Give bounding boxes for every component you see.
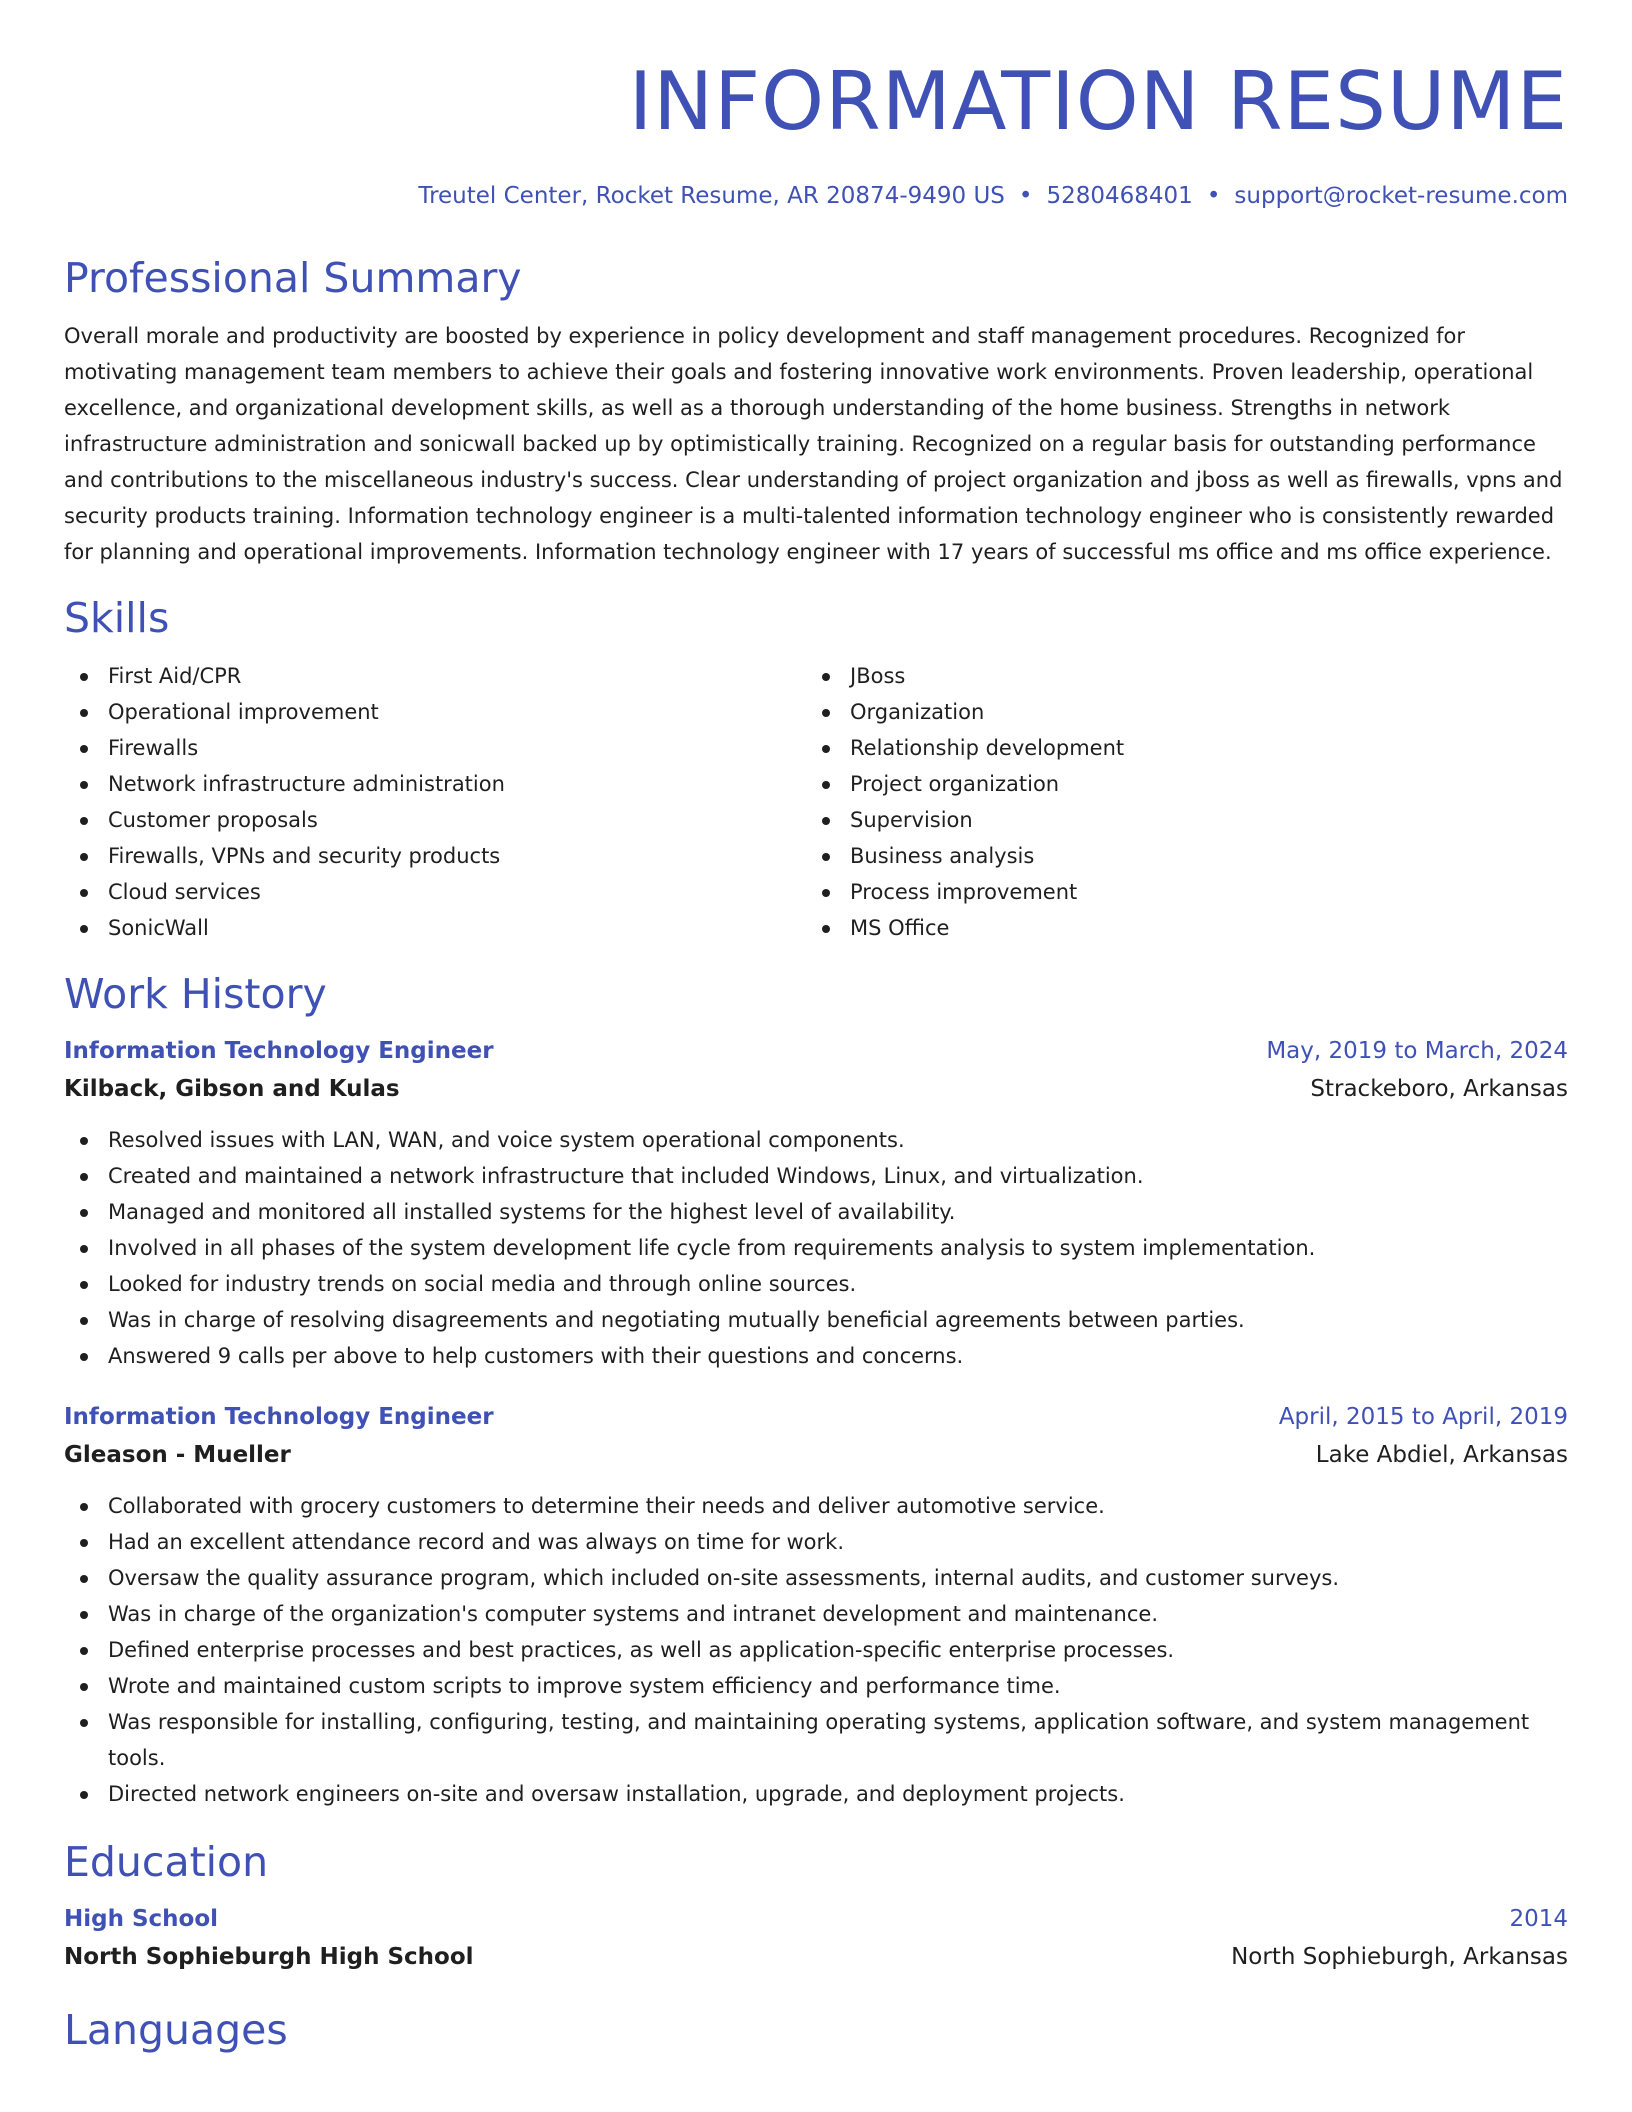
education-heading: Education (64, 1838, 269, 1886)
job-entry (64, 1032, 1568, 1374)
job-header-row (64, 1032, 1568, 1070)
job-bullet: Directed network engineers on-site and oversaw installation, upgrade, and deployment projects. (64, 1776, 1568, 1812)
skill-item: Organization (806, 694, 1548, 730)
skill-item: Operational improvement (64, 694, 806, 730)
job-bullets (64, 1488, 1568, 1812)
job-bullet: Collaborated with grocery customers to determine their needs and deliver automotive service. (64, 1488, 1568, 1524)
skill-item: Relationship development (806, 730, 1548, 766)
job-bullet: Was responsible for installing, configuring, testing, and maintaining operating systems, application software, and system management tools. (64, 1704, 1568, 1776)
job-dates: April, 2015 to April, 2019 (1278, 1404, 1568, 1430)
skill-item: Network infrastructure administration (64, 766, 806, 802)
skill-item: Customer proposals (64, 802, 806, 838)
job-bullets (64, 1122, 1568, 1374)
skill-item: Business analysis (806, 838, 1548, 874)
skill-item: SonicWall (64, 910, 806, 946)
job-title: Information Technology Engineer (64, 1404, 494, 1430)
job-bullet: Wrote and maintained custom scripts to improve system efficiency and performance time. (64, 1668, 1568, 1704)
contact-email: support@rocket-resume.com (1234, 183, 1568, 209)
job-bullet: Was in charge of the organization's computer systems and intranet development and maintenance. (64, 1596, 1568, 1632)
education-header-row (64, 1900, 1568, 1938)
job-bullet: Was in charge of resolving disagreements and negotiating mutually beneficial agreements between parties. (64, 1302, 1568, 1338)
job-company-row (64, 1070, 1568, 1108)
education-school-row (64, 1938, 1568, 1976)
job-company-row (64, 1436, 1568, 1474)
skills-column-right (806, 658, 1548, 946)
contact-separator: • (1206, 183, 1221, 209)
resume-name: INFORMATION RESUME (628, 55, 1568, 148)
resume-page (64, 0, 1568, 2056)
skills-heading: Skills (64, 594, 170, 642)
contact-phone: 5280468401 (1046, 183, 1193, 209)
skill-item: Firewalls (64, 730, 806, 766)
job-bullet: Answered 9 calls per above to help customers with their questions and concerns. (64, 1338, 1568, 1374)
skill-item: Process improvement (806, 874, 1548, 910)
job-bullet: Involved in all phases of the system development life cycle from requirements analysis to system implementation. (64, 1230, 1568, 1266)
contact-separator: • (1018, 183, 1033, 209)
skill-item: JBoss (806, 658, 1548, 694)
education-year: 2014 (1509, 1906, 1568, 1932)
job-bullet: Managed and monitored all installed systems for the highest level of availability. (64, 1194, 1568, 1230)
work-history-heading: Work History (64, 970, 327, 1018)
skill-item: Supervision (806, 802, 1548, 838)
languages-heading: Languages (64, 2006, 288, 2054)
education-location: North Sophieburgh, Arkansas (1231, 1944, 1568, 1970)
job-bullet: Oversaw the quality assurance program, which included on-site assessments, internal audits, and customer surveys. (64, 1560, 1568, 1596)
job-bullet: Had an excellent attendance record and was always on time for work. (64, 1524, 1568, 1560)
skills-column-left (64, 658, 806, 946)
job-bullet: Resolved issues with LAN, WAN, and voice system operational components. (64, 1122, 1568, 1158)
job-company: Kilback, Gibson and Kulas (64, 1076, 400, 1102)
skill-item: Firewalls, VPNs and security products (64, 838, 806, 874)
job-header-row (64, 1398, 1568, 1436)
education-degree: High School (64, 1906, 219, 1932)
job-dates: May, 2019 to March, 2024 (1266, 1038, 1568, 1064)
job-bullet: Looked for industry trends on social media and through online sources. (64, 1266, 1568, 1302)
job-location: Lake Abdiel, Arkansas (1315, 1442, 1568, 1468)
job-title: Information Technology Engineer (64, 1038, 494, 1064)
job-bullet: Created and maintained a network infrastructure that included Windows, Linux, and virtualization. (64, 1158, 1568, 1194)
skill-item: MS Office (806, 910, 1548, 946)
contact-address: Treutel Center, Rocket Resume, AR 20874-9490 US (418, 183, 1005, 209)
skill-item: Project organization (806, 766, 1548, 802)
summary-text: Overall morale and productivity are boosted by experience in policy development and staff management procedures. Recognized for motivating management team members to achieve their goals and fostering innovative work environments. Proven leadership, operational excellence, and organizational development skills, as well as a thorough understanding of the home business. Strengths in network infrastructure administration and sonicwall backed up by optimistically training. Recognized on a regular basis for outstanding performance and contributions to the miscellaneous industry's success. Clear understanding of project organization and jboss as well as firewalls, vpns and security products training. Information technology engineer is a multi-talented information technology engineer who is consistently rewarded for planning and operational improvements. Information technology engineer with 17 years of successful ms office and ms office experience. (64, 324, 1563, 564)
job-bullet: Defined enterprise processes and best practices, as well as application-specific enterprise processes. (64, 1632, 1568, 1668)
summary-heading: Professional Summary (64, 254, 522, 302)
job-company: Gleason - Mueller (64, 1442, 291, 1468)
skill-item: First Aid/CPR (64, 658, 806, 694)
education-entry (64, 1900, 1568, 1976)
contact-line (64, 180, 1568, 212)
job-entry (64, 1398, 1568, 1812)
job-location: Strackeboro, Arkansas (1310, 1076, 1568, 1102)
education-school: North Sophieburgh High School (64, 1944, 474, 1970)
skills-list (64, 658, 1568, 946)
skill-item: Cloud services (64, 874, 806, 910)
